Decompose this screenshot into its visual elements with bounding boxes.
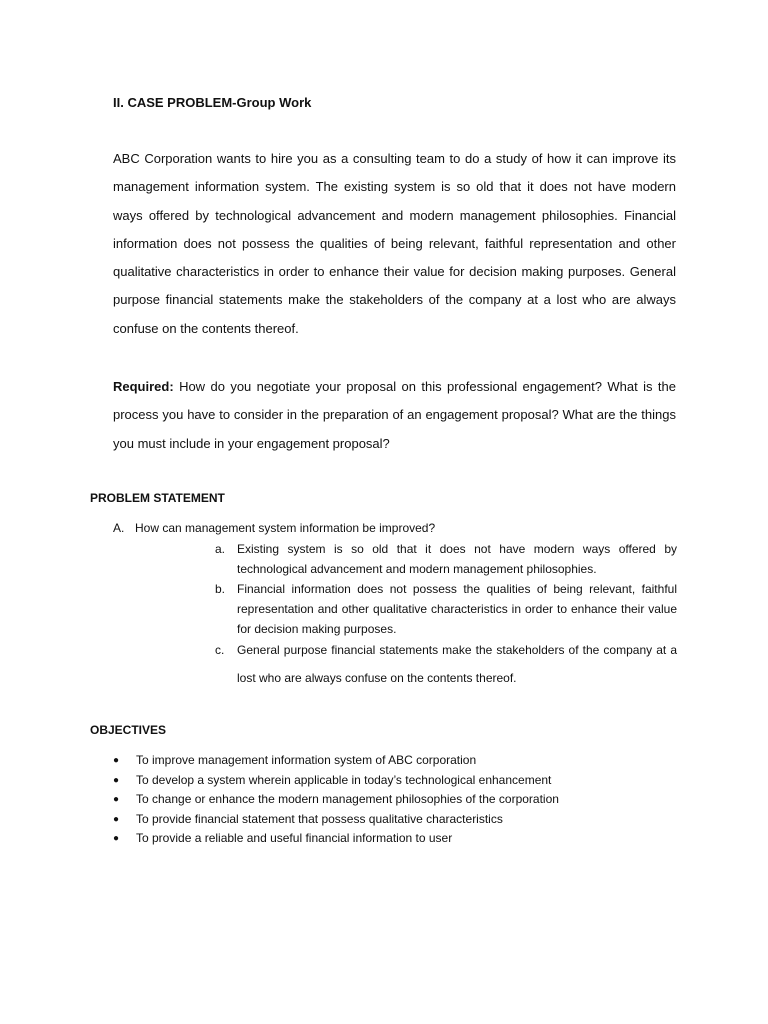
problem-item-a-text: How can management system information be improved? — [135, 521, 436, 535]
problem-sub-item-a — [215, 539, 677, 579]
required-label: Required: — [113, 379, 174, 394]
problem-sub-item-c — [215, 636, 677, 692]
problem-item-a — [113, 520, 435, 536]
objective-text: To provide financial statement that possess qualitative characteristics — [136, 811, 503, 826]
sub-item-text: Financial information does not possess the qualities of being relevant, faithful representation and other qualitative characteristics in order to enhance their value for decision making purposes. — [237, 582, 677, 636]
objectives-list — [113, 751, 559, 849]
objective-text: To provide a reliable and useful financial information to user — [136, 831, 453, 845]
list-marker: c. — [215, 643, 225, 657]
objectives-heading: OBJECTIVES — [90, 723, 167, 737]
objective-item — [113, 810, 559, 830]
bullet-icon: ● — [113, 794, 120, 805]
required-paragraph — [113, 373, 676, 458]
bullet-icon: ● — [113, 774, 120, 786]
problem-statement-heading: PROBLEM STATEMENT — [90, 491, 225, 505]
list-marker: A. — [113, 521, 125, 535]
objective-item — [113, 751, 559, 771]
case-problem-title: II. CASE PROBLEM-Group Work — [113, 95, 312, 110]
list-marker: b. — [215, 582, 226, 596]
problem-sub-item-b — [215, 579, 677, 639]
bullet-icon: ● — [113, 755, 120, 766]
required-text: How do you negotiate your proposal on this professional engagement? What is the process you have to consider in the preparation of an engagement proposal? What are the things you must include in your engagement proposal? — [113, 379, 676, 451]
objective-text: To improve management information system of ABC corporation — [136, 753, 477, 767]
sub-item-text: General purpose financial statements make the stakeholders of the company at a lost who are always confuse on the contents thereof. — [237, 643, 677, 685]
sub-item-text: Existing system is so old that it does not have modern ways offered by technological advancement and modern management philosophies. — [237, 542, 677, 576]
case-intro-paragraph: ABC Corporation wants to hire you as a consulting team to do a study of how it can improve its management information system. The existing system is so old that it does not have modern ways offered by technological advancement and modern management philosophies. Financial information does not possess the qualities of being relevant, faithful representation and other qualitative characteristics in order to enhance their value for decision making purposes. General purpose financial statements make the stakeholders of the company at a lost who are always confuse on the contents thereof. — [113, 151, 676, 336]
problem-sub-list — [215, 539, 677, 692]
objective-item — [113, 829, 559, 849]
bullet-icon: ● — [113, 833, 120, 844]
objective-item — [113, 790, 559, 810]
objective-text: To change or enhance the modern management philosophies of the corporation — [136, 792, 559, 806]
bullet-icon: ● — [113, 813, 120, 825]
list-marker: a. — [215, 542, 226, 556]
objective-text: To develop a system wherein applicable in today’s technological enhancement — [136, 772, 552, 787]
objective-item — [113, 771, 559, 791]
